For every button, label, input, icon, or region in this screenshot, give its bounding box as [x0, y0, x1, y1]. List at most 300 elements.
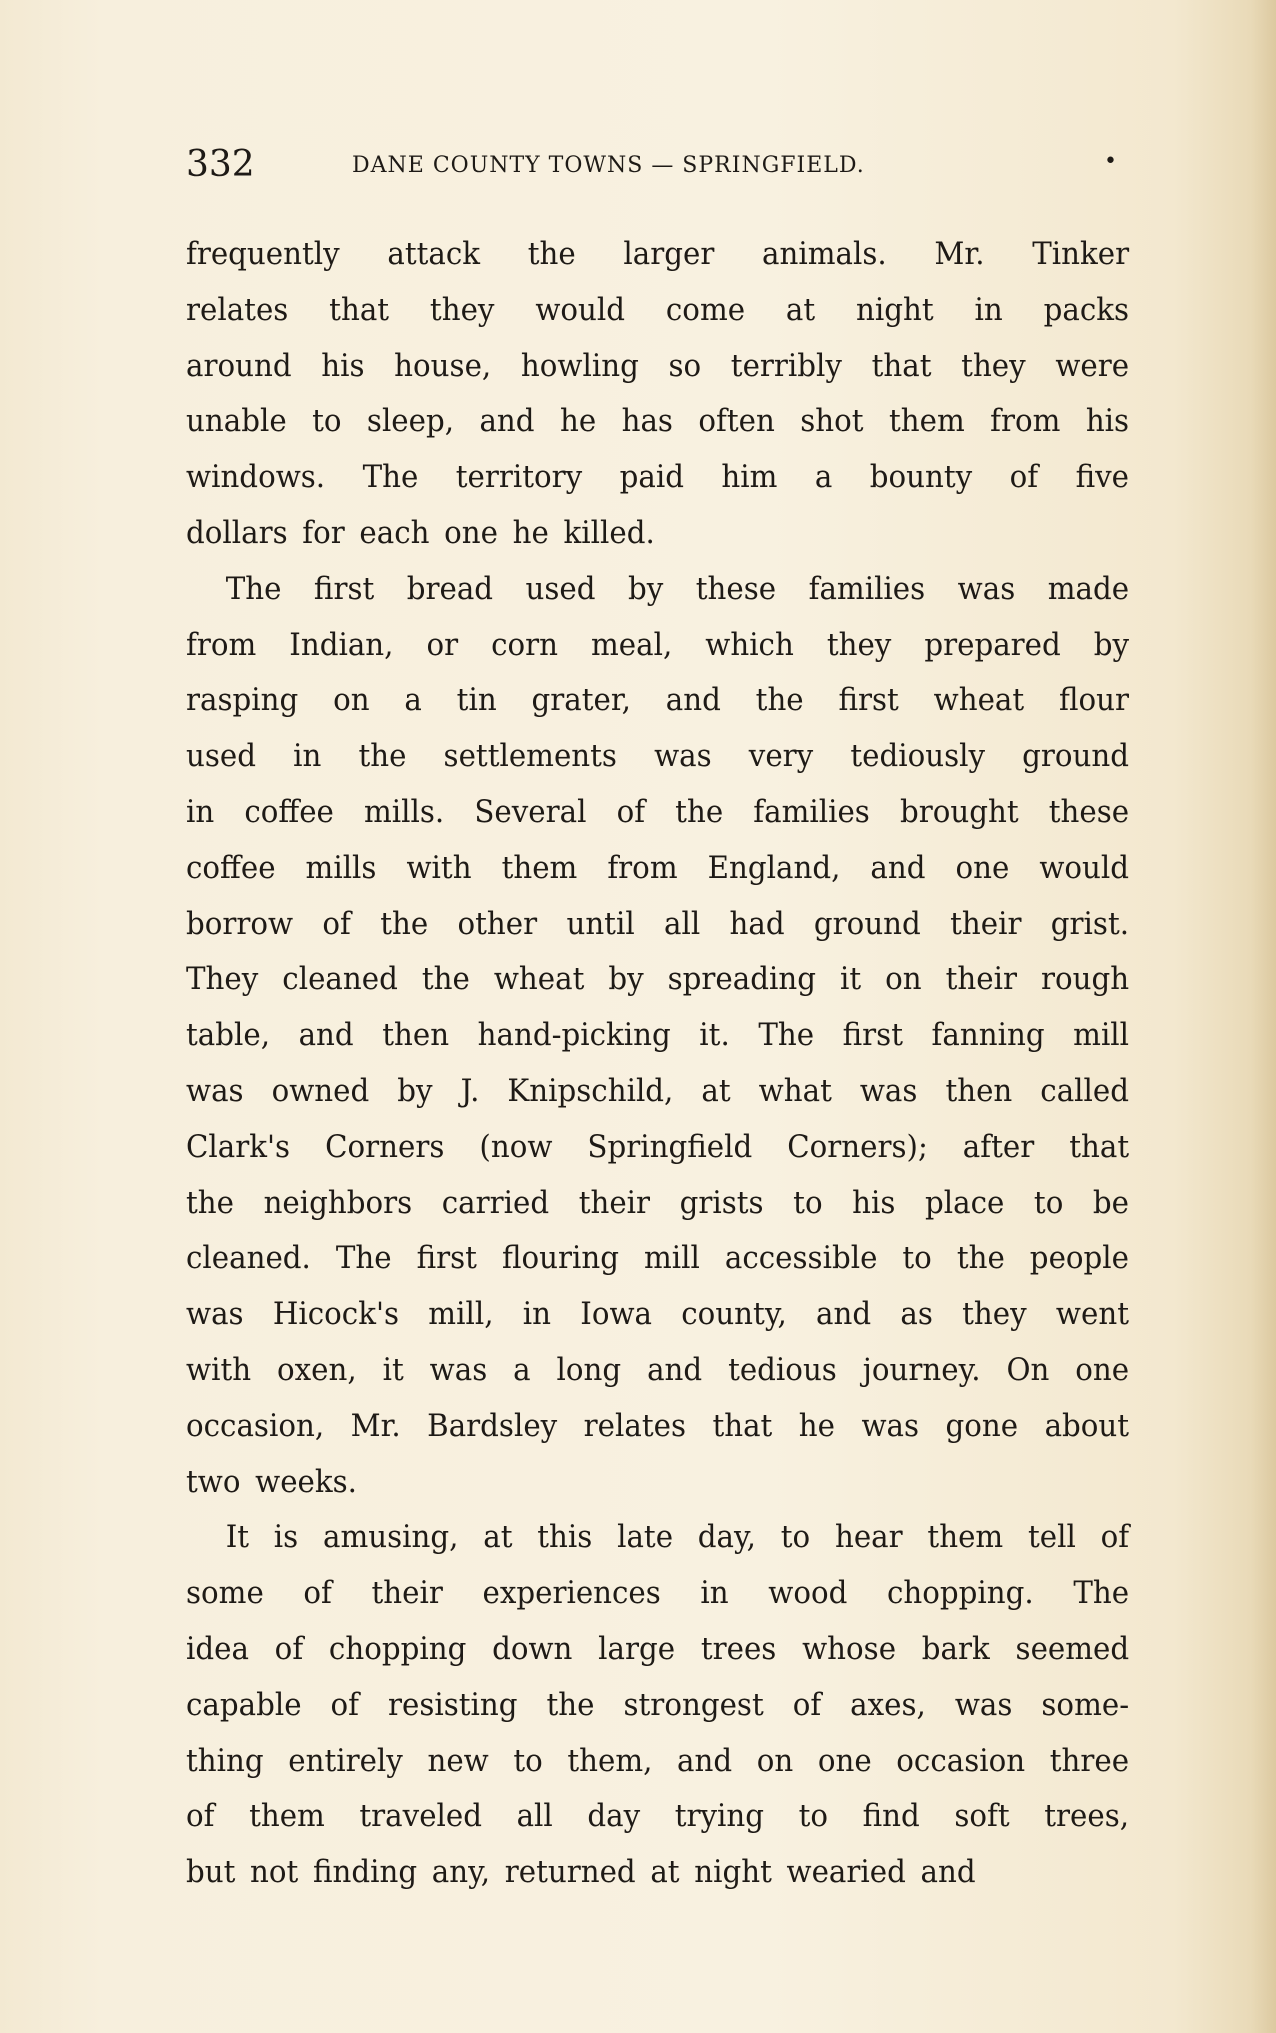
word: he	[798, 1407, 836, 1444]
text-line	[186, 1008, 1129, 1064]
word: be	[1092, 1184, 1130, 1221]
word: resisting	[388, 1686, 518, 1723]
word: accessible	[724, 1240, 878, 1277]
word: they	[429, 291, 495, 328]
word: mills.	[363, 793, 445, 830]
word: traveled	[359, 1798, 483, 1835]
word: Springfield	[587, 1128, 753, 1165]
word: was	[861, 1407, 920, 1444]
word: tin	[456, 682, 497, 719]
word: trees,	[1044, 1798, 1130, 1835]
word: Bardsley	[427, 1407, 558, 1444]
word: bark	[921, 1630, 990, 1667]
word: grists	[679, 1184, 764, 1221]
word: Corners);	[787, 1128, 928, 1165]
word: they	[961, 347, 1026, 384]
word: in	[186, 793, 215, 830]
text-line	[186, 1120, 1129, 1176]
word: late	[617, 1519, 674, 1556]
word: on	[333, 682, 370, 719]
text-line	[186, 1176, 1129, 1232]
word: at	[483, 1519, 513, 1556]
word: with	[406, 849, 472, 886]
word: or	[426, 626, 459, 663]
word: in	[293, 738, 322, 775]
word: rasping	[186, 682, 299, 719]
word: by	[628, 570, 664, 607]
word: fanning	[931, 1017, 1045, 1054]
word: was	[186, 1072, 244, 1109]
word: a	[814, 459, 833, 496]
word: families	[753, 793, 870, 830]
text-line	[186, 1343, 1129, 1399]
word: it	[839, 961, 862, 998]
word: brought	[899, 793, 1019, 830]
word: large	[598, 1630, 676, 1667]
word: (now	[479, 1128, 553, 1165]
word: it.	[699, 1017, 730, 1054]
text-line	[186, 227, 1129, 283]
word: sleep,	[366, 403, 455, 440]
word: bounty	[869, 459, 973, 496]
word: would	[535, 291, 626, 328]
word: not	[250, 1854, 299, 1891]
word: capable	[186, 1686, 302, 1723]
text-line	[186, 1510, 1129, 1566]
word: new	[427, 1742, 489, 1779]
word: some-	[1041, 1686, 1130, 1723]
word: made	[1047, 570, 1130, 607]
word: The	[335, 1240, 392, 1277]
word: and	[479, 403, 535, 440]
word: at	[650, 1854, 680, 1891]
word: On	[1006, 1351, 1050, 1388]
word: all	[664, 905, 701, 942]
word: his	[321, 347, 365, 384]
word: Hicock's	[272, 1296, 400, 1333]
word: any,	[431, 1854, 491, 1891]
word: wearied	[786, 1854, 906, 1891]
word: Mr.	[350, 1407, 401, 1444]
word: at	[785, 291, 816, 328]
word: and	[677, 1742, 733, 1779]
word: ground	[1022, 738, 1130, 775]
word: the	[186, 1184, 234, 1221]
page-header	[186, 140, 1126, 190]
word: idea	[186, 1630, 249, 1667]
word: that	[712, 1407, 773, 1444]
word: axes,	[850, 1686, 926, 1723]
word: mill	[1073, 1017, 1130, 1054]
word: this	[537, 1519, 593, 1556]
word: was	[859, 1072, 918, 1109]
word: amusing,	[322, 1519, 459, 1556]
word: has	[621, 403, 673, 440]
word: two	[186, 1463, 241, 1500]
word: occasion	[896, 1742, 1026, 1779]
word: prepared	[924, 626, 1061, 663]
word: carried	[441, 1184, 550, 1221]
word: to	[780, 1519, 811, 1556]
word: him	[721, 459, 778, 496]
word: then	[382, 1017, 450, 1054]
word: gone	[945, 1407, 1019, 1444]
word: strongest	[623, 1686, 764, 1723]
word: trees	[700, 1630, 777, 1667]
text-line	[186, 339, 1129, 395]
word: meal,	[590, 626, 673, 663]
text-line	[186, 1287, 1129, 1343]
word: went	[1055, 1296, 1129, 1333]
word: The	[758, 1017, 815, 1054]
word: and	[816, 1296, 872, 1333]
word: them	[888, 403, 965, 440]
word: they	[962, 1296, 1027, 1333]
word: then	[945, 1072, 1013, 1109]
text-line	[186, 673, 1129, 729]
word: long	[556, 1351, 622, 1388]
word: so	[668, 347, 702, 384]
text-line	[186, 1399, 1129, 1455]
word: them	[927, 1519, 1004, 1556]
word: which	[705, 626, 794, 663]
word: from	[990, 403, 1061, 440]
word: bread	[406, 570, 494, 607]
word: paid	[619, 459, 684, 496]
word: some	[186, 1575, 264, 1612]
word: these	[1048, 793, 1130, 830]
word: house,	[394, 347, 492, 384]
word: animals.	[762, 236, 887, 272]
word: these	[695, 570, 777, 607]
word: coffee	[186, 849, 276, 886]
word: after	[962, 1128, 1035, 1165]
word: three	[1049, 1742, 1130, 1779]
word: killed.	[563, 514, 655, 551]
word: owned	[271, 1072, 370, 1109]
word: The	[225, 570, 282, 607]
word: mill,	[428, 1296, 494, 1333]
word: hear	[834, 1519, 903, 1556]
word: the	[675, 793, 724, 830]
word: other	[457, 905, 538, 942]
word: first	[838, 682, 899, 719]
word: flouring	[501, 1240, 620, 1277]
text-line	[186, 1455, 1129, 1511]
word: first	[842, 1017, 904, 1054]
word: J.	[460, 1072, 480, 1109]
text-line	[186, 841, 1129, 897]
word: weeks.	[255, 1463, 357, 1500]
word: of	[186, 1798, 215, 1835]
word: that	[1069, 1128, 1130, 1165]
word: his	[852, 1184, 896, 1221]
word: England,	[707, 849, 841, 886]
word: what	[758, 1072, 832, 1109]
word: the	[421, 961, 470, 998]
text-line	[186, 394, 1129, 450]
word: mill	[644, 1240, 700, 1277]
body-text	[186, 227, 1129, 1901]
word: with	[186, 1351, 252, 1388]
word: by	[1093, 626, 1130, 663]
word: the	[358, 738, 407, 775]
word: them,	[567, 1742, 653, 1779]
word: terribly	[730, 347, 842, 384]
word: the	[527, 236, 576, 272]
text-line	[186, 1845, 1129, 1901]
word: and	[298, 1017, 354, 1054]
word: that	[329, 291, 390, 328]
word: flour	[1059, 682, 1130, 719]
paragraph	[186, 227, 1129, 562]
text-line	[186, 1734, 1129, 1790]
word: county,	[681, 1296, 787, 1333]
word: in	[522, 1296, 552, 1333]
word: five	[1075, 459, 1130, 496]
word: unable	[186, 403, 287, 440]
word: and	[870, 849, 926, 886]
text-line	[186, 1231, 1129, 1287]
word: howling	[520, 347, 639, 384]
word: was	[957, 570, 1016, 607]
word: of	[1100, 1519, 1130, 1556]
word: and	[920, 1854, 976, 1891]
word: were	[1055, 347, 1130, 384]
word: the	[546, 1686, 595, 1723]
text-line	[186, 1678, 1129, 1734]
word: thing	[186, 1742, 264, 1779]
word: to	[513, 1742, 543, 1779]
word: one	[817, 1742, 872, 1779]
word: wood	[768, 1575, 848, 1612]
word: of	[330, 1686, 360, 1723]
text-line	[186, 618, 1129, 674]
word: tediously	[850, 738, 986, 775]
word: to	[312, 403, 342, 440]
word: attack	[387, 236, 481, 272]
word: mills	[305, 849, 377, 886]
word: of	[1009, 459, 1039, 496]
word: Indian,	[289, 626, 394, 663]
text-line	[186, 1566, 1129, 1622]
word: in	[700, 1575, 729, 1612]
word: their	[945, 961, 1017, 998]
word: soft	[954, 1798, 1010, 1835]
word: Tinker	[1032, 236, 1130, 272]
word: journey.	[862, 1351, 981, 1388]
word: come	[665, 291, 746, 328]
word: relates	[583, 1407, 686, 1444]
word: wheat	[933, 682, 1025, 719]
word: occasion,	[186, 1407, 325, 1444]
word: cleaned.	[186, 1240, 311, 1277]
word: they	[826, 626, 892, 663]
word: cleaned	[282, 961, 398, 998]
word: returned	[504, 1854, 636, 1891]
word: at	[701, 1072, 731, 1109]
text-line	[186, 1622, 1129, 1678]
word: entirely	[288, 1742, 403, 1779]
word: oxen,	[277, 1351, 357, 1388]
word: find	[862, 1798, 920, 1835]
page-number: 332	[186, 144, 255, 185]
word: is	[273, 1519, 299, 1556]
word: often	[698, 403, 775, 440]
text-line	[186, 952, 1129, 1008]
word: people	[1029, 1240, 1130, 1277]
word: It	[225, 1519, 250, 1556]
word: the	[755, 682, 804, 719]
word: was	[954, 1686, 1013, 1723]
word: to	[798, 1798, 829, 1835]
word: windows.	[186, 459, 326, 496]
word: their	[950, 905, 1022, 942]
word: very	[748, 738, 814, 775]
word: for	[302, 514, 345, 551]
text-line	[186, 1064, 1129, 1120]
word: to	[902, 1240, 932, 1277]
word: Knipschild,	[507, 1072, 674, 1109]
word: Iowa	[580, 1296, 653, 1333]
word: their	[371, 1575, 443, 1612]
word: wheat	[493, 961, 585, 998]
text-line	[186, 562, 1129, 618]
word: by	[397, 1072, 433, 1109]
word: was	[654, 738, 712, 775]
word: dollars	[186, 514, 288, 551]
text-line	[186, 1789, 1129, 1845]
text-line	[186, 506, 1129, 562]
text-line	[186, 897, 1129, 953]
word: from	[186, 626, 257, 663]
word: of	[303, 1575, 332, 1612]
word: day,	[697, 1519, 756, 1556]
word: about	[1044, 1407, 1130, 1444]
word: Mr.	[934, 236, 985, 272]
word: and	[647, 1351, 703, 1388]
word: one	[955, 849, 1010, 886]
word: all	[516, 1798, 553, 1835]
word: The	[1073, 1575, 1130, 1612]
word: called	[1040, 1072, 1130, 1109]
word: chopping	[328, 1630, 467, 1667]
word: was	[186, 1296, 244, 1333]
text-line	[186, 450, 1129, 506]
word: but	[186, 1854, 236, 1891]
paragraph	[186, 1510, 1129, 1901]
word: tedious	[728, 1351, 837, 1388]
paragraph	[186, 562, 1129, 1511]
word: chopping.	[887, 1575, 1034, 1612]
word: first	[416, 1240, 477, 1277]
word: Corners	[325, 1128, 445, 1165]
word: of	[616, 793, 646, 830]
word: from	[607, 849, 678, 886]
word: relates	[186, 291, 289, 328]
word: one	[444, 514, 498, 551]
word: that	[871, 347, 932, 384]
word: in	[974, 291, 1003, 328]
word: Clark's	[186, 1128, 291, 1165]
word: he	[512, 514, 549, 551]
word: tell	[1027, 1519, 1076, 1556]
word: hand-picking	[477, 1017, 671, 1054]
word: first	[313, 570, 375, 607]
word: them	[501, 849, 578, 886]
word: until	[566, 905, 635, 942]
stray-mark: •	[1104, 149, 1117, 174]
word: to	[793, 1184, 823, 1221]
word: day	[587, 1798, 641, 1835]
word: used	[525, 570, 596, 607]
word: coffee	[244, 793, 334, 830]
word: one	[1075, 1351, 1130, 1388]
text-line	[186, 729, 1129, 785]
word: their	[578, 1184, 651, 1221]
running-title: DANE COUNTY TOWNS — SPRINGFIELD.	[352, 153, 865, 178]
word: place	[925, 1184, 1005, 1221]
word: experiences	[482, 1575, 661, 1612]
word: it	[382, 1351, 404, 1388]
word: borrow	[186, 905, 294, 942]
word: larger	[623, 236, 715, 272]
word: territory	[455, 459, 583, 496]
word: whose	[802, 1630, 897, 1667]
word: the	[956, 1240, 1005, 1277]
word: night	[856, 291, 934, 328]
word: spreading	[667, 961, 816, 998]
word: had	[729, 905, 785, 942]
text-line	[186, 785, 1129, 841]
word: The	[362, 459, 419, 496]
word: rough	[1040, 961, 1130, 998]
word: he	[559, 403, 597, 440]
word: by	[608, 961, 644, 998]
word: his	[1085, 403, 1130, 440]
word: seemed	[1015, 1630, 1130, 1667]
text-line	[186, 283, 1129, 339]
word: a	[404, 682, 422, 719]
word: of	[274, 1630, 304, 1667]
word: them	[249, 1798, 325, 1835]
word: around	[186, 347, 292, 384]
word: the	[380, 905, 429, 942]
word: used	[186, 738, 257, 775]
word: ground	[813, 905, 921, 942]
word: to	[1033, 1184, 1064, 1221]
word: neighbors	[263, 1184, 413, 1221]
word: on	[885, 961, 922, 998]
word: grater,	[531, 682, 631, 719]
word: and	[665, 682, 721, 719]
word: each	[359, 514, 430, 551]
word: of	[792, 1686, 822, 1723]
word: table,	[186, 1017, 271, 1054]
word: was	[429, 1351, 488, 1388]
word: of	[322, 905, 351, 942]
word: Several	[474, 793, 587, 830]
word: packs	[1043, 291, 1130, 328]
word: a	[513, 1351, 531, 1388]
word: night	[694, 1854, 772, 1891]
word: families	[808, 570, 926, 607]
word: would	[1039, 849, 1130, 886]
word: corn	[491, 626, 559, 663]
word: down	[492, 1630, 573, 1667]
word: shot	[800, 403, 864, 440]
word: trying	[674, 1798, 765, 1835]
